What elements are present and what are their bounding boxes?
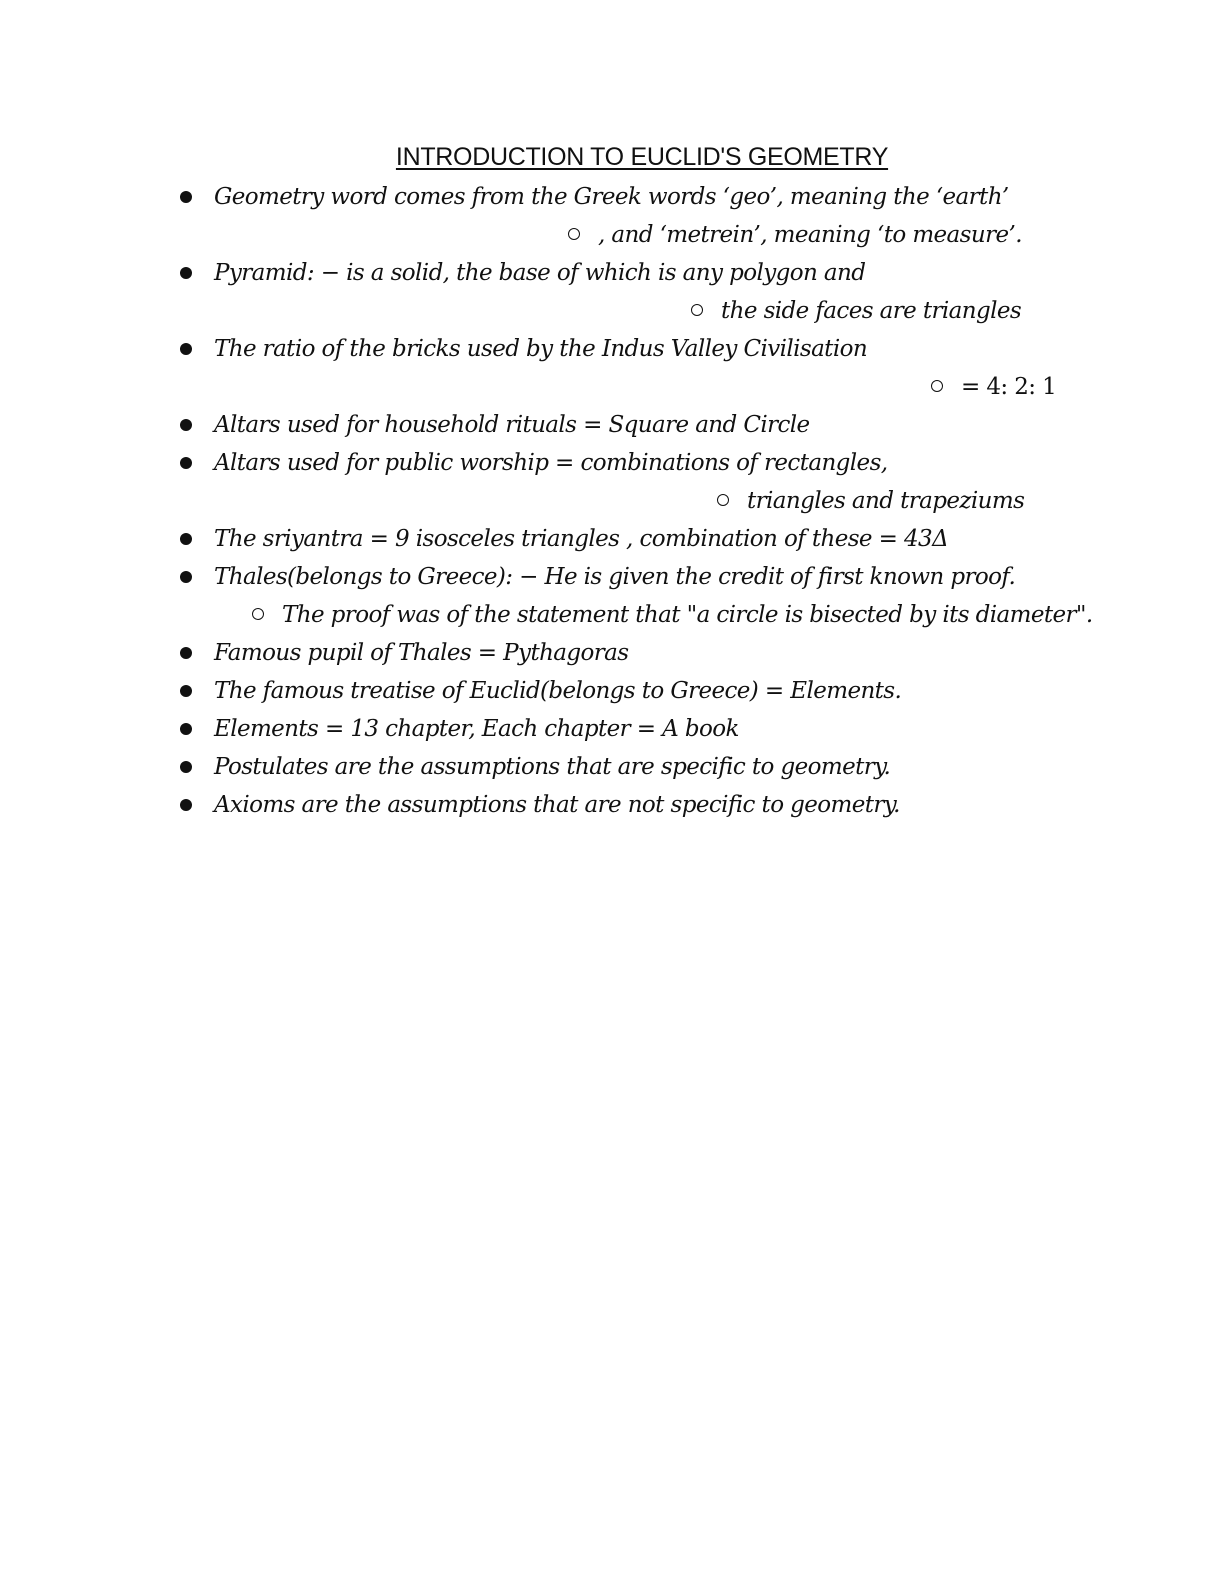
sub-item-text: The proof was of the statement that "a circle is bisected by its diameter". [282, 602, 1093, 628]
list-item: Postulates are the assumptions that are specific to geometry. [214, 754, 891, 780]
list-item: Altars used for household rituals = Square and Circle [214, 412, 810, 438]
sub-item-text: , and ‘metrein’, meaning ‘to measure’. [598, 222, 1022, 248]
bullet-icon [180, 647, 192, 659]
sub-bullet-icon [691, 304, 703, 316]
list-item: The famous treatise of Euclid(belongs to Greece) = Elements. [214, 678, 902, 704]
bullet-icon [180, 267, 192, 279]
list-item: Pyramid: − is a solid, the base of which is any polygon and [214, 260, 866, 286]
list-item: Thales(belongs to Greece): − He is given the credit of first known proof. [214, 564, 1016, 590]
sub-bullet-icon [931, 380, 943, 392]
sub-item-text: triangles and trapeziums [747, 488, 1025, 514]
sub-list-item [568, 216, 1022, 254]
bullet-icon [180, 419, 192, 431]
sub-list-item [252, 596, 1093, 634]
sub-list-item [931, 368, 1056, 406]
sub-bullet-icon [252, 608, 264, 620]
bullet-icon [180, 723, 192, 735]
sub-list-item [691, 292, 1021, 330]
list-item: Altars used for public worship = combinations of rectangles, [214, 450, 888, 476]
list-item: Geometry word comes from the Greek words ‘geo’, meaning the ‘earth’ [214, 184, 1009, 210]
bullet-icon [180, 571, 192, 583]
bullet-icon [180, 761, 192, 773]
bullet-icon [180, 343, 192, 355]
sub-item-text: = 4: 2: 1 [961, 374, 1057, 400]
bullet-icon [180, 457, 192, 469]
bullet-icon [180, 685, 192, 697]
sub-bullet-icon [568, 228, 580, 240]
sub-item-text: the side faces are triangles [721, 298, 1022, 324]
bullet-icon [180, 533, 192, 545]
document-title: INTRODUCTION TO EUCLID'S GEOMETRY [395, 143, 889, 171]
list-item: The ratio of the bricks used by the Indus Valley Civilisation [214, 336, 868, 362]
list-item: Elements = 13 chapter, Each chapter = A book [214, 716, 739, 742]
list-item: The sriyantra = 9 isosceles triangles , combination of these = 43Δ [214, 526, 949, 552]
list-item: Axioms are the assumptions that are not specific to geometry. [214, 792, 900, 818]
sub-bullet-icon [717, 494, 729, 506]
list-item: Famous pupil of Thales = Pythagoras [214, 640, 629, 666]
bullet-icon [180, 191, 192, 203]
bullet-icon [180, 799, 192, 811]
sub-list-item [717, 482, 1024, 520]
